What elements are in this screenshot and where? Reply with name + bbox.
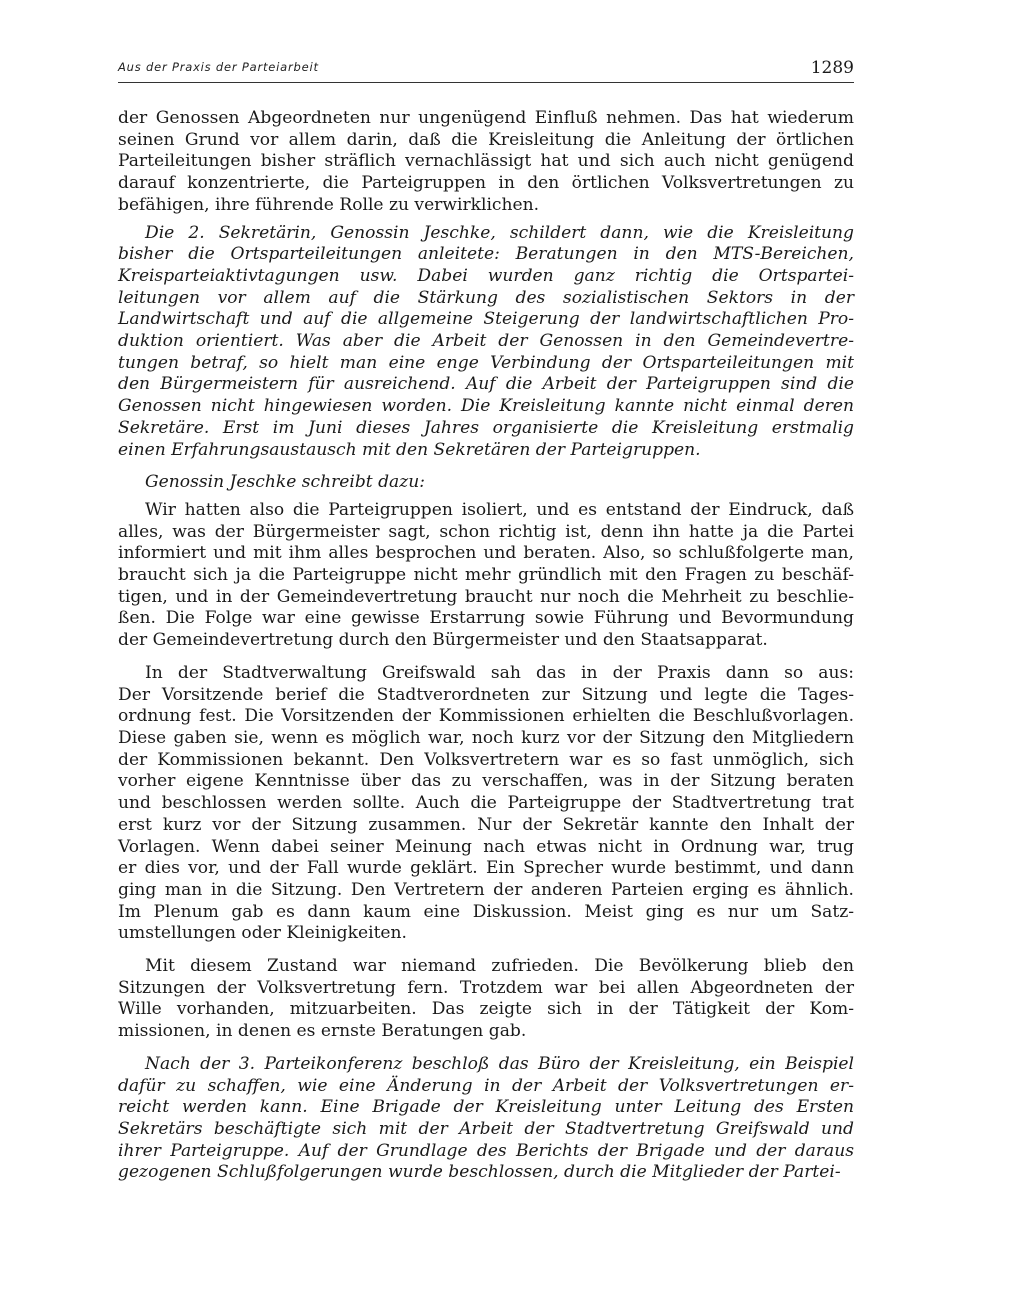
text-line: der Kommissionen bekannt. Den Volksvertretern war es so fast unmöglich, sich xyxy=(118,749,854,770)
text-line: ging man in die Sitzung. Den Vertretern der anderen Parteien erging es ähnlich. xyxy=(118,879,854,900)
text-line: reicht werden kann. Eine Brigade der Kreisleitung unter Leitung des Ersten xyxy=(118,1097,854,1118)
text-line: er dies vor, und der Fall wurde geklärt. Ein Sprecher wurde bestimmt, und dann xyxy=(118,858,854,879)
text-line: befähigen, ihre führende Rolle zu verwirklichen. xyxy=(118,194,540,215)
text-line: Nach der 3. Parteikonferenz beschloß das Büro der Kreisleitung, ein Beispiel xyxy=(145,1053,854,1074)
text-line: Wille vorhanden, mitzuarbeiten. Das zeigte sich in der Tätigkeit der Kom- xyxy=(118,999,854,1020)
header-rule xyxy=(118,82,854,83)
text-line: Diese gaben sie, wenn es möglich war, noch kurz vor der Sitzung den Mitgliedern xyxy=(118,727,854,748)
text-line: dafür zu schaffen, wie eine Änderung in der Arbeit der Volksvertretungen er- xyxy=(118,1075,854,1096)
paragraph xyxy=(118,472,854,494)
text-line: Kreisparteiaktivtagungen usw. Dabei wurden ganz richtig die Ortspartei- xyxy=(118,265,854,286)
text-line: duktion orientiert. Was aber die Arbeit der Genossen in den Gemeindevertre- xyxy=(118,331,854,352)
text-line: alles, was der Bürgermeister sagt, schon richtig ist, denn ihn hatte ja die Partei xyxy=(118,521,854,542)
text-line: bisher die Ortsparteileitungen anleitete: Beratungen in den MTS-Bereichen, xyxy=(118,244,854,265)
text-line: der Genossen Abgeordneten nur ungenügend Einfluß nehmen. Das hat wiederum xyxy=(118,108,854,128)
text-line: tigen, und in der Gemeindevertretung braucht nur noch die Mehrheit zu beschlie- xyxy=(118,586,854,607)
text-line: Sitzungen der Volksvertretung fern. Trotzdem war bei allen Abgeordneten der xyxy=(118,977,854,998)
text-line: ihrer Parteigruppe. Auf der Grundlage des Berichts der Brigade und der daraus xyxy=(118,1140,854,1161)
text-line: Landwirtschaft und auf die allgemeine Steigerung der landwirtschaftlichen Pro- xyxy=(118,309,854,330)
body-text xyxy=(118,108,854,1184)
text-line: ßen. Die Folge war eine gewisse Erstarrung sowie Führung und Bevormundung xyxy=(118,608,854,629)
paragraph xyxy=(118,956,854,1043)
text-line: Genossin Jeschke schreibt dazu: xyxy=(145,472,426,493)
text-line: seinen Grund vor allem darin, daß die Kreisleitung die Anleitung der örtlichen xyxy=(118,129,854,150)
text-line: Sekretärs beschäftigte sich mit der Arbeit der Stadtvertretung Greifswald und xyxy=(118,1118,854,1139)
text-line: gezogenen Schlußfolgerungen wurde beschlossen, durch die Mitglieder der Partei- xyxy=(118,1162,841,1183)
page-number: 1289 xyxy=(810,58,854,78)
paragraph xyxy=(118,500,854,652)
text-line: ordnung fest. Die Vorsitzenden der Kommissionen erhielten die Beschlußvorlagen. xyxy=(118,706,854,727)
text-line: Parteileitungen bisher sträflich vernachlässigt hat und sich auch nicht genügend xyxy=(118,151,854,172)
text-line: den Bürgermeistern für ausreichend. Auf die Arbeit der Parteigruppen sind die xyxy=(118,374,854,395)
text-line: Wir hatten also die Parteigruppen isoliert, und es entstand der Eindruck, daß xyxy=(145,499,854,520)
text-line: und beschlossen werden sollte. Auch die Parteigruppe der Stadtvertretung trat xyxy=(118,793,854,814)
paragraph xyxy=(118,1054,854,1184)
text-line: Sekretäre. Erst im Juni dieses Jahres organisierte die Kreisleitung erstmalig xyxy=(118,417,854,438)
text-line: missionen, in denen es ernste Beratungen gab. xyxy=(118,1021,527,1042)
paragraph xyxy=(118,223,854,462)
text-line: erst kurz vor der Sitzung zusammen. Nur der Sekretär kannte den Inhalt der xyxy=(118,814,854,835)
text-line: In der Stadtverwaltung Greifswald sah das in der Praxis dann so aus: xyxy=(145,662,854,683)
paragraph xyxy=(118,663,854,945)
text-line: informiert und mit ihm alles besprochen und beraten. Also, so schlußfolgerte man, xyxy=(118,543,854,564)
text-line: tungen betraf, so hielt man eine enge Verbindung der Ortsparteileitungen mit xyxy=(118,352,854,373)
text-line: Im Plenum gab es dann kaum eine Diskussion. Meist ging es nur um Satz- xyxy=(118,901,854,922)
text-line: Mit diesem Zustand war niemand zufrieden. Die Bevölkerung blieb den xyxy=(145,956,854,977)
text-line: Der Vorsitzende berief die Stadtverordneten zur Sitzung und legte die Tages- xyxy=(118,684,854,705)
text-line: der Gemeindevertretung durch den Bürgermeister und den Staatsapparat. xyxy=(118,630,768,651)
text-line: leitungen vor allem auf die Stärkung des sozialistischen Sektors in der xyxy=(118,287,854,308)
text-line: einen Erfahrungsaustausch mit den Sekretären der Parteigruppen. xyxy=(118,439,701,460)
paragraph xyxy=(118,108,854,217)
text-line: darauf konzentrierte, die Parteigruppen in den örtlichen Volksvertretungen zu xyxy=(118,173,854,194)
text-line: Die 2. Sekretärin, Genossin Jeschke, schildert dann, wie die Kreisleitung xyxy=(145,222,854,243)
text-line: braucht sich ja die Parteigruppe nicht mehr gründlich mit den Fragen zu beschäf- xyxy=(118,565,854,586)
page-header xyxy=(118,58,854,84)
text-line: Vorlagen. Wenn dabei seiner Meinung nach etwas nicht in Ordnung war, trug xyxy=(118,836,854,857)
text-line: umstellungen oder Kleinigkeiten. xyxy=(118,923,407,944)
running-head: Aus der Praxis der Parteiarbeit xyxy=(118,60,319,74)
text-line: vorher eigene Kenntnisse über das zu verschaffen, was in der Sitzung beraten xyxy=(118,771,854,792)
text-line: Genossen nicht hingewiesen worden. Die Kreisleitung kannte nicht einmal deren xyxy=(118,396,854,417)
